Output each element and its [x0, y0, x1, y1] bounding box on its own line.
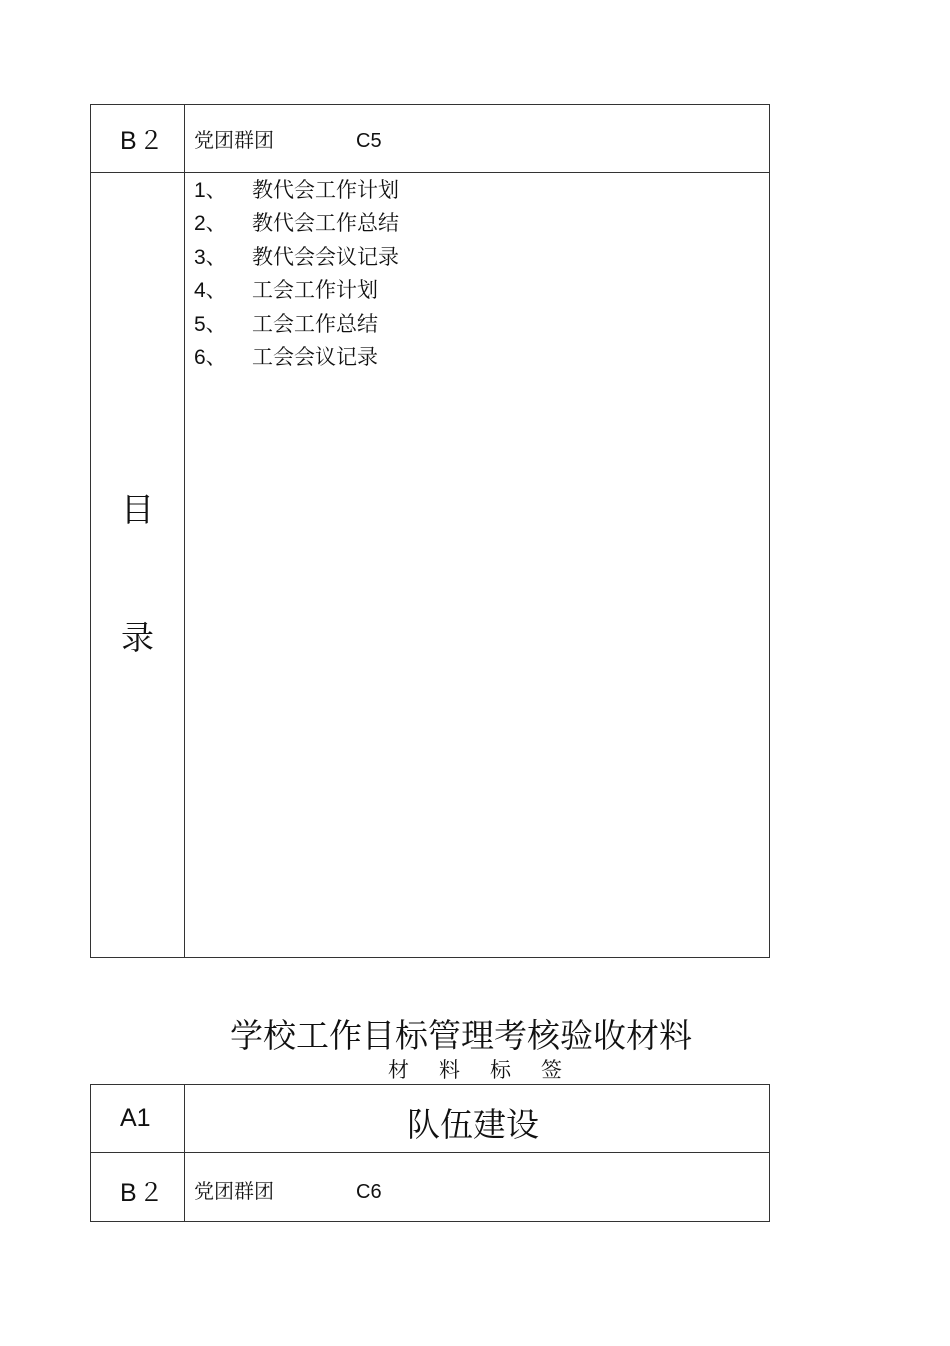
toc-item — [194, 243, 399, 276]
label2-column-divider — [184, 1084, 185, 1222]
subtitle-char: 签 — [541, 1058, 562, 1082]
toc-item — [194, 310, 399, 343]
label1-column-divider — [184, 104, 185, 958]
toc-item-number: 5、 — [194, 312, 227, 336]
label2-a-code: A1 — [120, 1104, 151, 1132]
toc-item-number: 4、 — [194, 279, 227, 303]
label2-subtitle — [388, 1054, 592, 1084]
label1-b-code: B２ — [120, 127, 166, 155]
toc-item — [194, 176, 399, 209]
toc-list — [194, 176, 399, 376]
toc-item-text: 教代会工作计划 — [252, 178, 399, 202]
toc-label-char-1: 目 — [121, 490, 154, 529]
label2-b-code: B２ — [120, 1179, 166, 1207]
toc-item-text: 工会工作总结 — [252, 311, 378, 336]
toc-item — [194, 343, 399, 376]
label2-title: 学校工作目标管理考核验收材料 — [230, 1016, 692, 1055]
toc-item-text: 教代会会议记录 — [252, 244, 399, 269]
toc-item — [194, 276, 399, 309]
label2-row-divider — [90, 1152, 770, 1153]
label1-b-row-text — [194, 124, 382, 153]
label2-c-code: C6 — [356, 1181, 382, 1203]
label1-b-category: 党团群团 — [194, 128, 274, 152]
label2-b-category: 党团群团 — [194, 1179, 274, 1203]
label1-table — [90, 104, 770, 958]
subtitle-char: 标 — [490, 1058, 511, 1082]
label1-row-divider — [90, 172, 770, 173]
toc-item-text: 工会会议记录 — [252, 344, 378, 369]
toc-item-number: 1、 — [194, 179, 227, 202]
toc-item — [194, 209, 399, 242]
toc-item-text: 教代会工作总结 — [252, 211, 399, 236]
label1-c-code: C5 — [356, 130, 382, 152]
toc-item-text: 工会工作计划 — [252, 278, 378, 303]
toc-item-number: 6、 — [194, 345, 227, 369]
subtitle-char: 材 — [388, 1058, 409, 1082]
label2-a-category: 队伍建设 — [407, 1105, 539, 1144]
label2-b-row-text — [194, 1175, 382, 1204]
toc-item-number: 2、 — [194, 212, 227, 236]
subtitle-char: 料 — [439, 1058, 460, 1082]
toc-item-number: 3、 — [194, 245, 227, 269]
toc-label-char-2: 录 — [121, 618, 154, 657]
